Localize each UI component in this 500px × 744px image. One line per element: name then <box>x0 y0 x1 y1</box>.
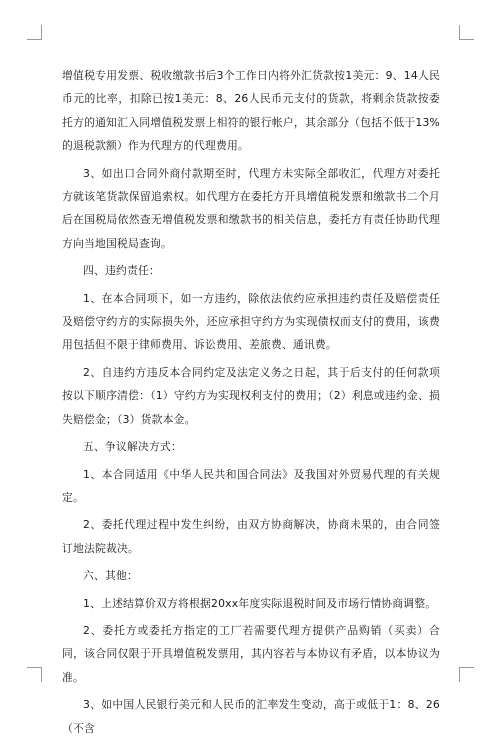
paragraph: 3、如出口合同外商付款期至时，代理方未实际全部收汇，代理方对委托方就该笔货款保留追索权。如代理方在委托方开具增值税发票和缴款书二个月后在国税局依然查无增值税发票和缴款书的相关信息，委托方有责任协助代理方向当地国税局查询。 <box>62 166 440 250</box>
paragraph: 1、上述结算价双方将根据20xx年度实际退税时间及市场行情协商调整。 <box>83 596 437 610</box>
paragraph: 2、委托方或委托方指定的工厂若需要代理方提供产品购销（买卖）合同，该合同仅限于开具增值税发票用，其内容若与本协议有矛盾，以本协议为准。 <box>62 623 440 684</box>
corner-mark-bottom-right <box>459 667 474 682</box>
section-heading: 五、争议解决方式： <box>83 440 182 454</box>
section-heading: 六、其他： <box>83 569 138 583</box>
paragraph: 2、自违约方违反本合同约定及法定义务之日起，其于后支付的任何款项按以下顺序清偿：（1）守约方为实现权利支付的费用；（2）利息或违约金、损失赔偿金；（3）货款本金。 <box>62 365 440 426</box>
paragraph: 1、在本合同项下，如一方违约，除依法依约应承担违约责任及赔偿责任及赔偿守约方的实际损失外，还应承担守约方为实现债权而支付的费用，该费用包括但不限于律师费用、诉讼费用、差旅费、通讯费。 <box>62 291 440 352</box>
paragraph: 1、本合同适用《中华人民共和国合同法》及我国对外贸易代理的有关规定。 <box>62 467 440 504</box>
section-heading: 四、违约责任： <box>83 264 160 278</box>
paragraph: 增值税专用发票、税收缴款书后3个工作日内将外汇货款按1美元：9、14人民币元的比率，扣除已按1美元：8、26人民币元支付的货款，将剩余货款按委托方的通知汇入同增值税发票上相符的银行帐户，其余部分（包括不低于13%的退税款额）作为代理方的代理费用。 <box>62 69 440 153</box>
document-body <box>62 64 440 744</box>
paragraph: 3、如中国人民银行美元和人民币的汇率发生变动，高于或低于1：8、26（不含 <box>62 698 440 735</box>
paragraph: 2、委托代理过程中发生纠纷，由双方协商解决，协商未果的，由合同签订地法院裁决。 <box>62 518 440 555</box>
corner-mark-bottom-left <box>27 667 42 682</box>
corner-mark-top-left <box>27 25 42 40</box>
corner-mark-top-right <box>459 25 474 40</box>
